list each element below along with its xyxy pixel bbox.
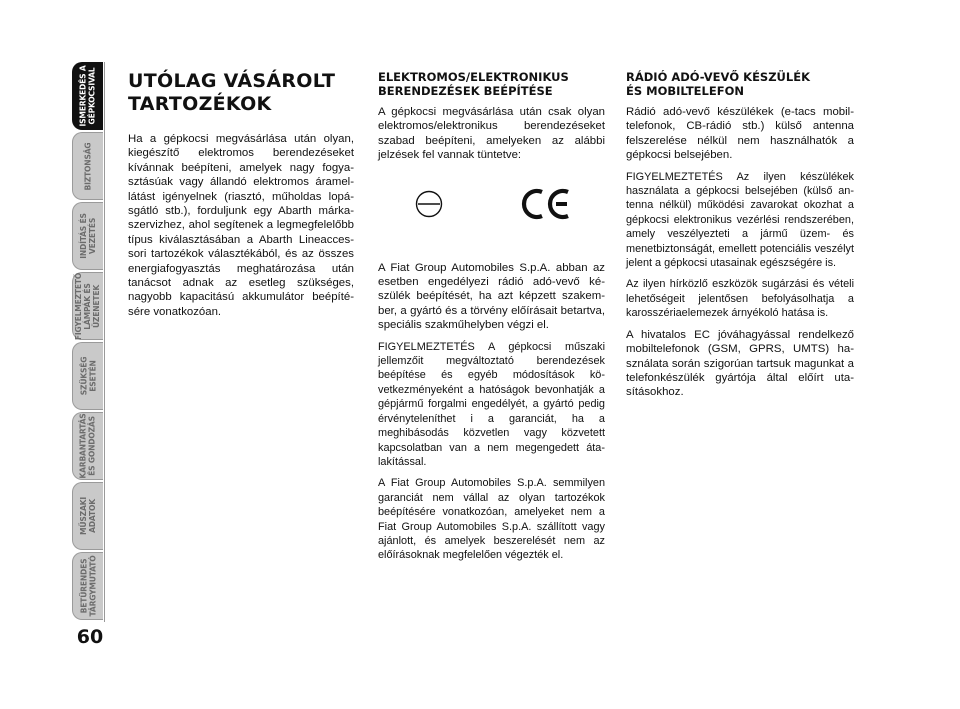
tab-label: KARBANTARTÁS ÉS GONDOZÁS [79, 413, 98, 479]
approval-marks [378, 175, 605, 247]
electrical-paragraph-3: A Fiat Group Automobiles S.p.A. semmilyen garanciát nem vállal az olyan tartozékok beépítésére vonatkozóan, amelyeket nem a Fiat Group Automobiles S.p.A. szállított vagy ajánlott, és amelyek beszerelését nem az előírásoknak megfelelően végezték el. [378, 477, 605, 562]
ce-mark-icon [520, 187, 572, 221]
page-title-line1: UTÓLAG VÁSÁROLT [128, 70, 336, 92]
radio-paragraph-4: A hivatalos EC jóváhagyással rendelkező mobiltelefonok (GSM, GPRS, UMTS) használata során szigorúan tartsuk magunkat a telefonkészülék gyártója által előírt utasításokhoz. [626, 328, 854, 399]
electrical-intro: A gépkocsi megvásárlása után csak olyan elektromos/elektronikus berendezéseket szabad beépíteni, amelyeken az alábbi jelzések fel vannak tüntetve: [378, 106, 605, 162]
section-heading-electrical [378, 70, 605, 98]
tab-label: MŰSZAKI ADATOK [79, 497, 98, 535]
e-mark-icon [414, 189, 444, 219]
tab-inditas-es-vezetes[interactable] [72, 202, 103, 270]
tab-karbantartas[interactable] [72, 412, 103, 480]
tab-label: BETŰRENDES TÁRGYMUTATÓ [79, 555, 98, 617]
tab-label: ISMERKEDÉS A GÉPKOCSIVAL [79, 65, 98, 127]
tab-label: BIZTONSÁG [83, 142, 93, 190]
column-accessories [128, 70, 354, 326]
radio-paragraph-1: Rádió adó-vevő készülékek (e-tacs mobiltelefonok, CB-rádió stb.) külső antenna felszerelése nélkül nem használhatók a gépkocsi belsejében. [626, 106, 854, 162]
section-heading-line2: ÉS MOBILTELEFON [626, 84, 744, 98]
section-heading-line1: ELEKTROMOS/ELEKTRONIKUS [378, 70, 569, 84]
tab-muszaki-adatok[interactable] [72, 482, 103, 550]
section-heading-radio [626, 70, 854, 98]
page-title [128, 70, 354, 116]
tab-szukseg-eseten[interactable] [72, 342, 103, 410]
section-heading-line2: BERENDEZÉSEK BEÉPÍTÉSE [378, 84, 553, 98]
tab-ismerkedes[interactable] [72, 62, 103, 130]
tab-label: INDÍTÁS ÉS VEZETÉS [79, 213, 98, 259]
column-radio-mobile [626, 70, 854, 407]
radio-paragraph-2: FIGYELMEZTETÉS Az ilyen készülékek használata a gépkocsi belsejében (külső antenna nélkül) működési zavarokat okozhat a gépkocsi elektronikus vezérlési rendszerében, amely veszélyezteti a jármű üzem- és menetbiztonságát, emellett potenciális veszélyt jelent a gépkocsi utasainak egészségére is. [626, 170, 854, 270]
tab-betrendes-targymutato[interactable] [72, 552, 103, 620]
tab-biztonsag[interactable] [72, 132, 103, 200]
tab-label: FIGYELMEZTETŐ LÁMPÁK ÉS ÜZENETEK [74, 272, 102, 340]
column-electrical-installation [378, 70, 605, 570]
tab-strip-divider [104, 62, 105, 622]
page-title-line2: TARTOZÉKOK [128, 93, 272, 115]
electrical-paragraph-1: A Fiat Group Automobiles S.p.A. abban az esetben engedélyezi rádió adó-vevő készülék beépítését, ha azt képzett szakember, a gyártó és a törvény előírásait betartva, speciális szakműhelyben végzi el. [378, 261, 605, 332]
radio-paragraph-3: Az ilyen hírközlő eszközök sugárzási és vételi lehetőségeit jelentősen befolyásolhatja a karosszériaelemezek árnyékoló hatása is. [626, 278, 854, 320]
section-heading-line1: RÁDIÓ ADÓ-VEVŐ KÉSZÜLÉK [626, 70, 810, 84]
tab-figyelmezteto-lampak[interactable] [72, 272, 103, 340]
page-number: 60 [76, 626, 104, 648]
tab-label: SZÜKSÉG ESETÉN [79, 356, 98, 396]
accessories-paragraph: Ha a gépkocsi megvásárlása után olyan, kiegészítő elektromos berendezéseket kívánnak beépíteni, amelyek nagy fogyasztásúak vagy állandó elektromos áramellátást igényelnek (riasztó, műholdas lopásgátló stb.), forduljunk egy Abarth márkaszervizhez, ahol segítenek a legmegfelelőbb típus kiválasztásában a Abarth Lineaccessori tartozékok választékából, és az összes energiafogyasztás meghatározása után tanácsot adnak az esetleg szükséges, nagyobb kapacitású akkumulátor beépítésére vonatkozóan. [128, 133, 354, 318]
electrical-paragraph-2: FIGYELMEZTETÉS A gépkocsi műszaki jellemzőit megváltoztató berendezések beépítése és egyéb módosítások következményeként a hatóságok bevonhatják a gépjármű forgalmi engedélyét, a gyártó pedig érvényteleníthet i a garanciát, ha a meghibásodás közvetlen vagy közvetett kapcsolatban van a nem megengedett átalakítással. [378, 340, 605, 468]
